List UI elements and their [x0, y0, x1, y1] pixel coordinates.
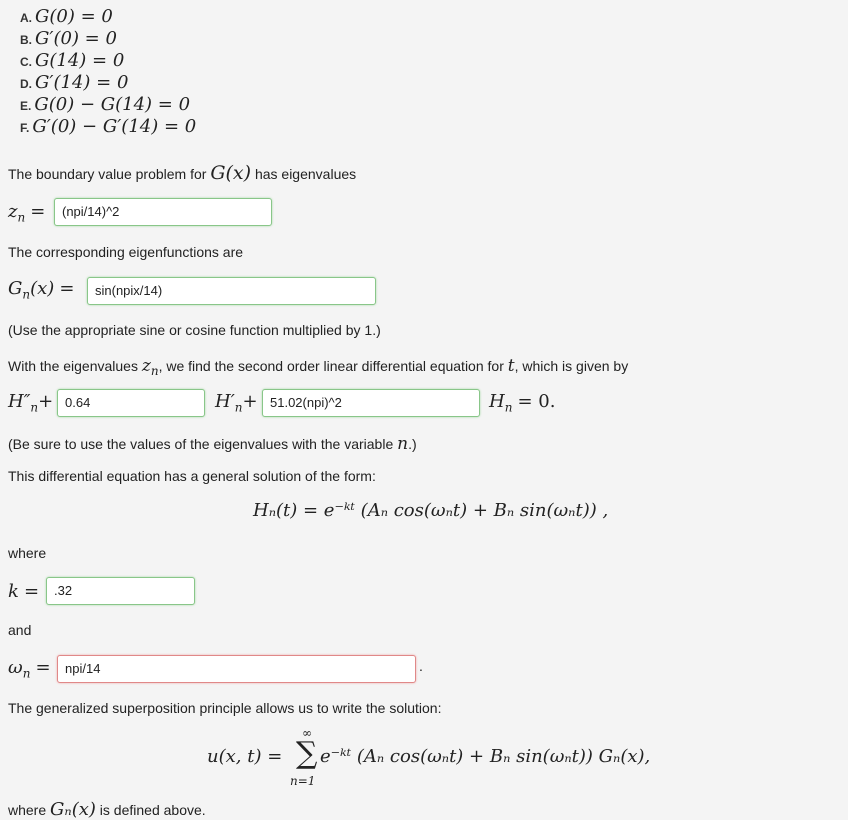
general-solution-equation: Hₙ(t) = e⁻ᵏᵗ (Aₙ cos(ωₙt) + Bₙ sin(ωₙt)) , — [253, 500, 609, 521]
option-e: E. G(0) − G(14) = 0 — [20, 94, 191, 115]
use-sine-note: (Use the appropriate sine or cosine function multiplied by 1.) — [8, 322, 381, 338]
option-d: D. G′(14) = 0 — [20, 72, 129, 93]
option-f: F. G′(0) − G′(14) = 0 — [20, 116, 197, 137]
summation-symbol: ∑ — [296, 736, 318, 771]
hn-term-label: $H_n = 0$. — [489, 391, 556, 415]
sum-upper-limit: ∞ — [302, 726, 312, 740]
zn-label: $z_n$ = — [8, 201, 46, 225]
eigenvalue-ode-text: With the eigenvalues $z_n$, we find the second order linear differential equation for t, which is given by — [8, 356, 629, 378]
eigenvalue-input[interactable]: (npi/14)^2 — [54, 198, 272, 226]
hn-prime-label: $H'_n+$ — [215, 391, 258, 415]
where-gn-text: where Gₙ(x) is defined above. — [8, 799, 206, 820]
option-b: B. G′(0) = 0 — [20, 28, 117, 49]
bvp-text: The boundary value problem for G(x) has eigenvalues — [8, 162, 357, 184]
general-solution-text: This differential equation has a general solution of the form: — [8, 468, 376, 484]
eigenfunctions-text: The corresponding eigenfunctions are — [8, 244, 244, 260]
eigenfunction-input[interactable]: sin(npix/14) — [87, 277, 376, 305]
gn-label: $G_n(x)$ = — [8, 278, 75, 302]
boundary-options-list — [20, 6, 196, 138]
where-label: where — [8, 545, 47, 561]
superposition-text: The generalized superposition principle allows us to write the solution: — [8, 700, 442, 716]
solution-lhs: u(x, t) = — [207, 746, 283, 767]
sum-lower-limit: n=1 — [290, 774, 316, 788]
option-c: C. G(14) = 0 — [20, 50, 125, 71]
second-coefficient-input[interactable]: 51.02(npi)^2 — [262, 389, 480, 417]
be-sure-note: (Be sure to use the values of the eigenvalues with the variable n.) — [8, 434, 417, 454]
and-label: and — [8, 622, 32, 638]
omega-period: . — [419, 658, 423, 674]
omega-label: $\omega_n$ = — [8, 657, 51, 681]
option-a: A. G(0) = 0 — [20, 6, 113, 27]
first-coefficient-input[interactable]: 0.64 — [57, 389, 205, 417]
hn-double-prime-label: $H''_n+$ — [8, 391, 54, 415]
omega-input[interactable]: npi/14 — [57, 655, 416, 683]
k-label: k = — [8, 581, 40, 602]
k-input[interactable]: .32 — [46, 577, 195, 605]
solution-rhs: e⁻ᵏᵗ (Aₙ cos(ωₙt) + Bₙ sin(ωₙt)) Gₙ(x), — [320, 746, 651, 767]
